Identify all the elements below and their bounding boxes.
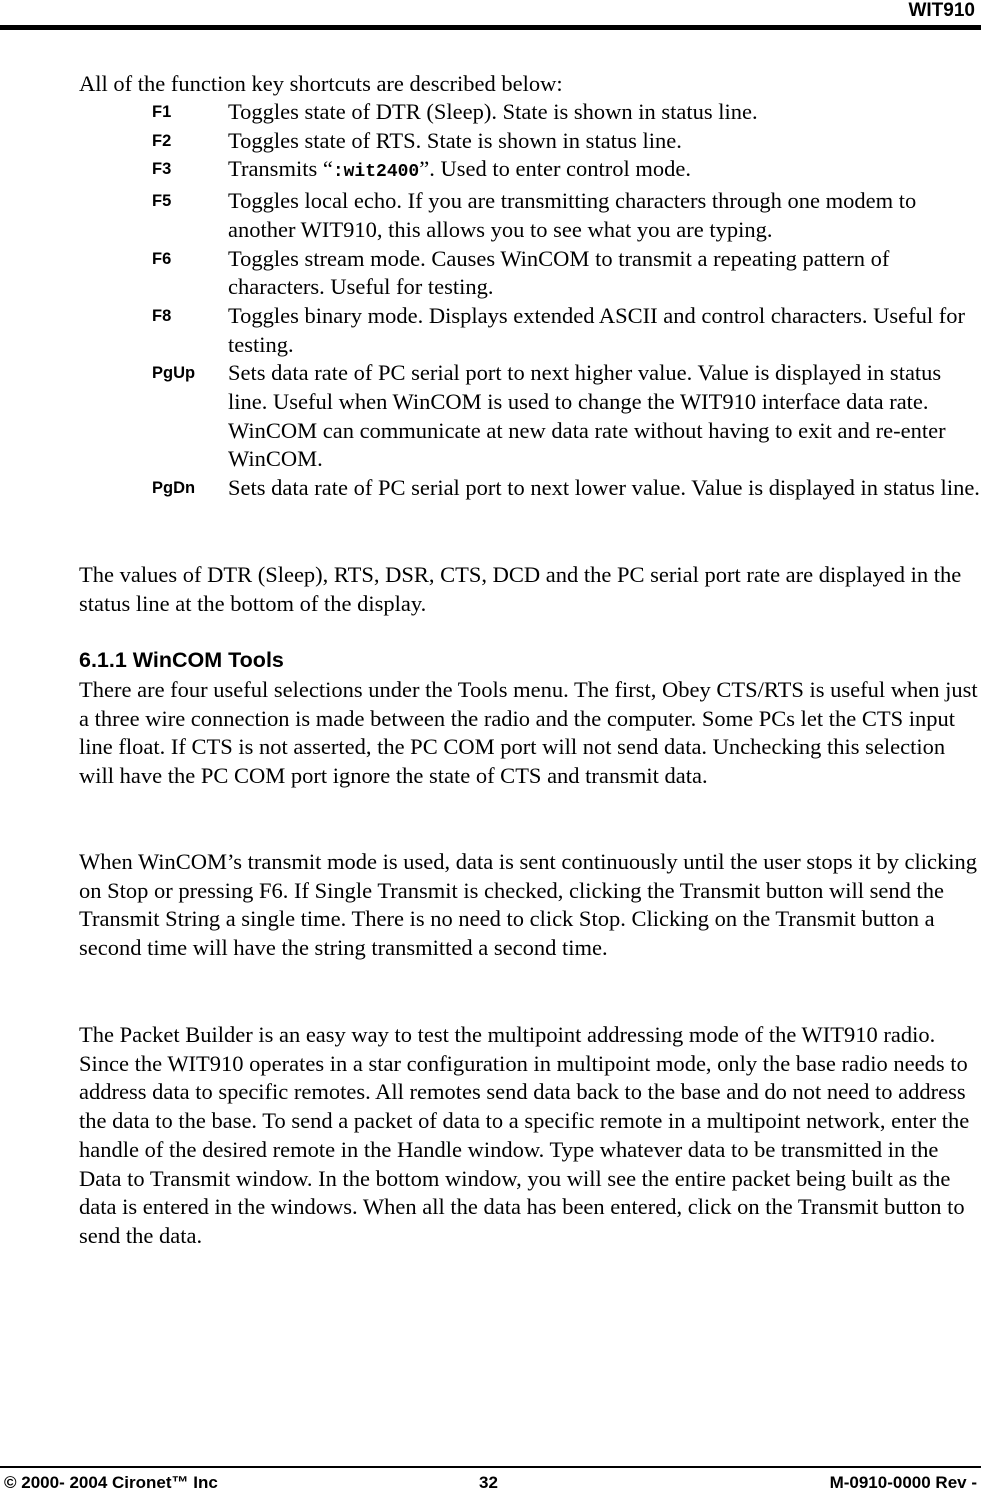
function-key-label: F6 [152, 249, 172, 268]
function-key-description: Sets data rate of PC serial port to next lower value. Value is displayed in status line. [228, 475, 980, 501]
tools-paragraph-obey-cts: There are four useful selections under the Tools menu. The first, Obey CTS/RTS is useful when just a three wire connection is made between the radio and the computer. Some PCs let the CTS input line float. If CTS is not asserted, the PC COM port will not send data. Unchecking this selection will have the PC COM port ignore the state of CTS and transmit data. [79, 677, 978, 789]
function-key-description: Sets data rate of PC serial port to next higher value. Value is displayed in status line. Useful when WinCOM is used to change the WIT910 interface data rate. WinCOM can communicate at new data rate without having to exit and re-enter WinCOM. [228, 360, 946, 472]
function-key-label: PgUp [152, 364, 196, 383]
page-footer [0, 1473, 981, 1493]
function-key-item [152, 302, 980, 359]
footer-page-number: 32 [479, 1473, 498, 1492]
tools-paragraph-packet-builder: The Packet Builder is an easy way to test the multipoint addressing mode of the WIT910 radio. Since the WIT910 operates in a star configuration in multipoint mode, only the base radio needs to address data to specific remotes. All remotes send data back to the base and do not need to address the data to the base. To send a packet of data to a specific remote in a multipoint network, enter the handle of the desired remote in the Handle window. Type whatever data to be transmitted in the Data to Transmit window. In the bottom window, you will see the entire packet being built as the data is entered in the windows. When all the data has been entered, click on the Transmit button to send the data. [79, 1022, 970, 1248]
function-key-description: Toggles binary mode. Displays extended ASCII and control characters. Useful for testing. [228, 302, 965, 357]
status-line-paragraph: The values of DTR (Sleep), RTS, DSR, CTS, DCD and the PC serial port rate are displayed in the status line at the bottom of the display. [79, 562, 962, 616]
tools-paragraph-transmit: When WinCOM’s transmit mode is used, data is sent continuously until the user stops it by clicking on Stop or pressing F6. If Single Transmit is checked, clicking the Transmit button will send the Transmit String a single time. There is no need to click Stop. Clicking on the Transmit button a second time will have the string transmitted a second time. [79, 849, 977, 961]
function-key-description [228, 155, 980, 187]
function-key-item [152, 155, 980, 187]
function-key-description-prefix: Transmits “ [228, 156, 333, 182]
function-key-item [152, 474, 980, 503]
function-key-description: Toggles state of RTS. State is shown in status line. [228, 127, 682, 153]
function-key-label: F5 [152, 192, 172, 211]
function-key-list [152, 98, 980, 503]
header-rule [0, 25, 981, 30]
function-key-label: F1 [152, 103, 172, 121]
function-key-label: F2 [152, 131, 172, 150]
function-key-item [152, 245, 980, 302]
function-key-description: Toggles state of DTR (Sleep). State is shown in status line. [228, 99, 758, 124]
function-key-description: Toggles local echo. If you are transmitting characters through one modem to another WIT910, this allows you to see what you are typing. [228, 188, 917, 242]
footer-copyright: © 2000- 2004 Cironet™ Inc [4, 1473, 218, 1492]
page-header-title: WIT910 [908, 0, 975, 21]
function-key-label: PgDn [152, 479, 196, 498]
footer-document-number: M-0910-0000 Rev - [829, 1473, 977, 1492]
control-command-code: :wit2400 [332, 162, 420, 183]
intro-text: All of the function key shortcuts are described below: [79, 71, 563, 96]
footer-rule [0, 1466, 981, 1468]
function-key-description-suffix: ”. Used to enter control mode. [419, 156, 692, 182]
function-key-item [152, 127, 980, 156]
function-key-label: F8 [152, 306, 172, 325]
function-key-item [152, 98, 980, 127]
section-heading: 6.1.1 WinCOM Tools [79, 648, 284, 672]
function-key-item [152, 187, 980, 244]
function-key-item [152, 359, 980, 474]
function-key-description: Toggles stream mode. Causes WinCOM to transmit a repeating pattern of characters. Useful for testing. [228, 245, 890, 300]
function-key-label: F3 [152, 160, 172, 179]
